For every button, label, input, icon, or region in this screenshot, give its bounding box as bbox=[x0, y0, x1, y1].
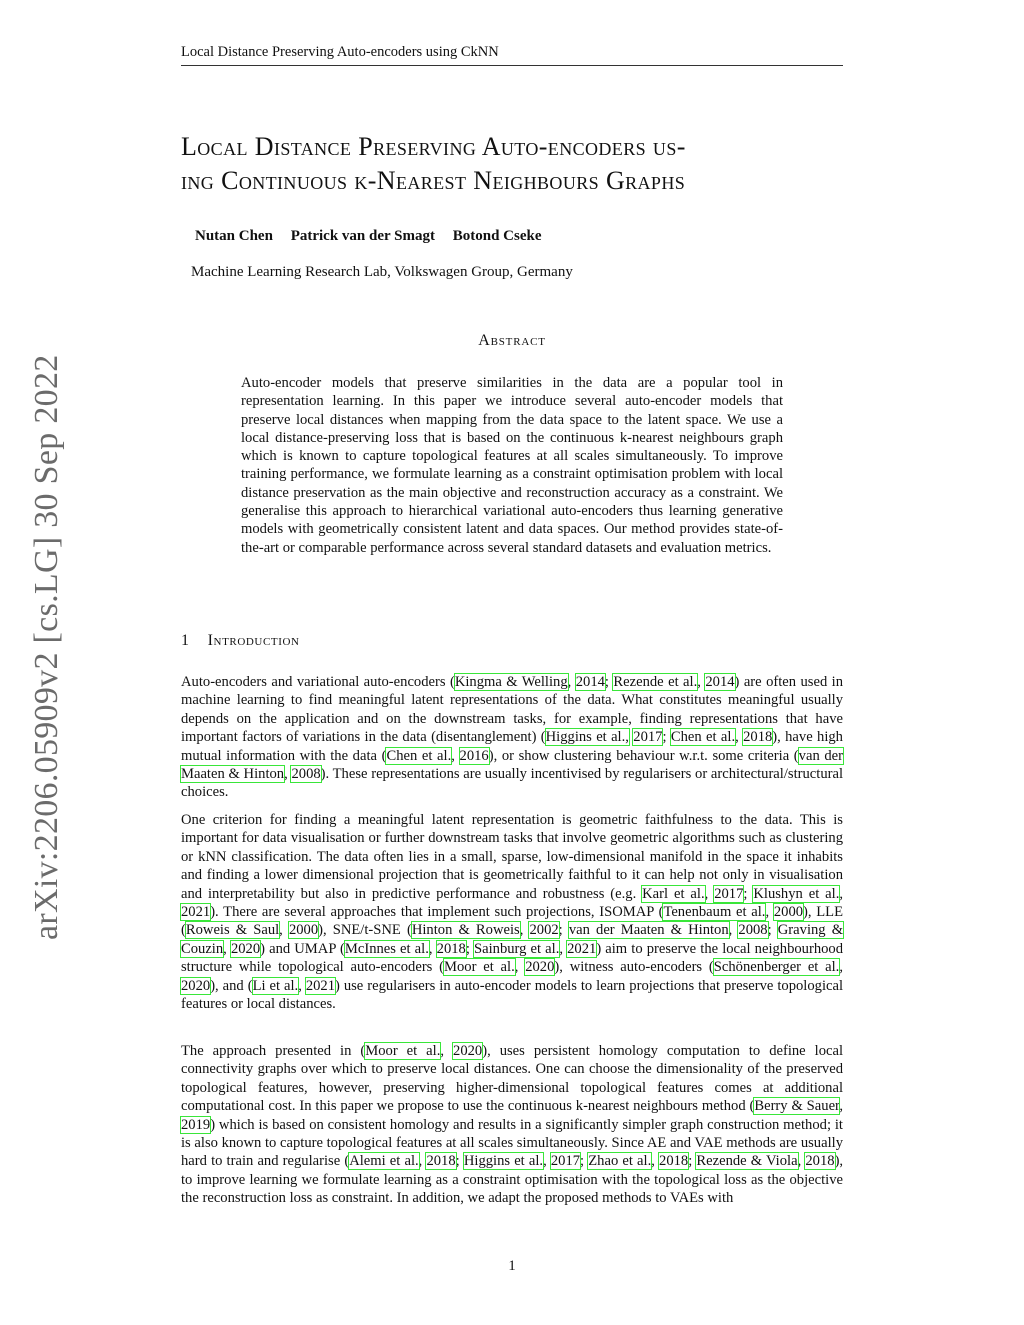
text: , bbox=[839, 885, 843, 902]
citation-link[interactable]: 2014 bbox=[705, 674, 735, 690]
citation-link[interactable]: Sainburg et al. bbox=[474, 940, 560, 957]
citation-link[interactable]: 2000 bbox=[773, 904, 804, 921]
affiliation: Machine Learning Research Lab, Volkswagen Group, Germany bbox=[191, 264, 573, 280]
text: ; bbox=[767, 922, 778, 939]
citation-link[interactable]: 2008 bbox=[738, 922, 768, 939]
citation-link[interactable]: 2017 bbox=[633, 729, 663, 746]
title-line-1: Local Distance Preserving Auto-encoders us- bbox=[181, 132, 686, 161]
citation-link[interactable]: Higgins et al., bbox=[545, 729, 629, 746]
citation-link[interactable]: 2018 bbox=[743, 729, 773, 746]
text: , bbox=[567, 674, 576, 690]
citation-link[interactable]: Kingma & Welling bbox=[454, 674, 568, 690]
text: ; bbox=[662, 729, 671, 746]
text: , bbox=[651, 1153, 660, 1170]
citation-link[interactable]: 2021 bbox=[567, 940, 597, 957]
paper-title bbox=[181, 130, 881, 198]
citation-link[interactable]: 2018 bbox=[659, 1153, 689, 1170]
citation-link[interactable]: Moor et al. bbox=[365, 1043, 441, 1059]
citation-link[interactable]: Graving & Couzin bbox=[181, 922, 844, 957]
text: , bbox=[428, 940, 437, 957]
text: , bbox=[451, 747, 460, 764]
author-list bbox=[195, 228, 556, 245]
text: , bbox=[839, 959, 843, 976]
text: ) and UMAP ( bbox=[260, 940, 345, 957]
citation-link[interactable]: Li et al. bbox=[252, 977, 299, 994]
text: , bbox=[298, 977, 306, 994]
text: ) are often used in machine learning to find meaningful latent representations of the data. What constitutes meaningful usually depends on the application and on the downstream tasks, for example, finding representations that have important factors of variations in the data (disentanglement) ( bbox=[181, 674, 844, 746]
text: ), LLE ( bbox=[181, 904, 844, 939]
intro-paragraph-3 bbox=[181, 1042, 843, 1208]
text: ), to improve learning we formulate learning as a constraint optimisation with the topological loss as the objective the reconstruction loss as constraint. In addition, we adapt the proposed methods to VAEs with bbox=[181, 1153, 844, 1207]
citation-link[interactable]: Klushyn et al. bbox=[753, 885, 840, 902]
text: ; bbox=[558, 922, 569, 939]
text: ) aim to preserve the local neighbourhood structure while topological auto-encoders ( bbox=[181, 940, 844, 976]
text: , bbox=[440, 1043, 454, 1059]
citation-link[interactable]: 2020 bbox=[181, 977, 211, 994]
text: ), witness auto-encoders ( bbox=[554, 959, 714, 976]
text: ), SNE/t-SNE ( bbox=[318, 922, 412, 939]
citation-link[interactable]: 2008 bbox=[291, 766, 321, 783]
text: ; bbox=[743, 885, 754, 902]
text: , bbox=[839, 1098, 843, 1115]
citation-link[interactable]: 2014 bbox=[575, 674, 605, 690]
citation-link[interactable]: 2000 bbox=[288, 922, 319, 939]
citation-link[interactable]: 2019 bbox=[181, 1116, 211, 1133]
citation-link[interactable]: van der Maaten & Hinton bbox=[568, 922, 729, 939]
citation-link[interactable]: 2018 bbox=[426, 1153, 456, 1170]
text: ), have high mutual information with the data ( bbox=[181, 729, 843, 764]
text: One criterion for finding a meaningful latent representation is geometric faithfulness to the data. This is important for data visualisation or further downstream tasks that involve geometric algorithms such as clustering or kNN classification. The data often lies in a small, sparse, low-dimensional manifold in the space it inhabits and finding a lower dimensional projection that is geometrically faithful to it can help not only in visualisation and interpretability but also in predictive performance and robustness (e.g. bbox=[181, 812, 843, 902]
arxiv-stamp[interactable]: arXiv:2206.05909v2 [cs.LG] 30 Sep 2022 bbox=[28, 354, 65, 940]
citation-link[interactable]: Chen et al. bbox=[386, 747, 452, 764]
citation-link[interactable]: Schönenberger et al. bbox=[713, 959, 840, 976]
citation-link[interactable]: 2020 bbox=[230, 940, 261, 957]
citation-link[interactable]: Moor et al. bbox=[444, 959, 515, 976]
citation-link[interactable]: McInnes et al. bbox=[344, 940, 429, 957]
citation-link[interactable]: 2021 bbox=[181, 904, 211, 921]
text: ), and ( bbox=[210, 977, 253, 994]
text: ) which is based on consistent homology and results in a significantly simpler graph construction method; it is also known to capture topological features at all scales simultaneously. Since AE and VAE methods are usually hard to train and regularise ( bbox=[181, 1116, 843, 1170]
citation-link[interactable]: Zhao et al. bbox=[588, 1153, 652, 1170]
text: , bbox=[223, 940, 231, 957]
text: , bbox=[735, 729, 744, 746]
section-title: Introduction bbox=[207, 632, 300, 649]
citation-link[interactable]: 2020 bbox=[525, 959, 555, 976]
text: , bbox=[765, 904, 774, 921]
text: ), or show clustering behaviour w.r.t. some criteria ( bbox=[488, 747, 799, 764]
citation-link[interactable]: 2018 bbox=[805, 1153, 835, 1170]
citation-link[interactable]: van der Maaten & Hinton bbox=[181, 747, 843, 783]
text: , bbox=[519, 922, 530, 939]
citation-link[interactable]: Rezende & Viola bbox=[696, 1153, 798, 1170]
text: , bbox=[279, 922, 289, 939]
citation-link[interactable]: Roweis & Saul bbox=[185, 922, 280, 939]
text: , bbox=[559, 940, 568, 957]
text: , bbox=[797, 1153, 806, 1170]
text: ). These representations are usually incentivised by regularisers or architectural/structural choices. bbox=[181, 766, 844, 801]
citation-link[interactable]: 2017 bbox=[714, 885, 744, 902]
citation-link[interactable]: 2017 bbox=[550, 1153, 581, 1170]
citation-link[interactable]: Rezende et al. bbox=[613, 674, 698, 690]
text: The approach presented in ( bbox=[181, 1043, 366, 1059]
text: , bbox=[543, 1153, 551, 1170]
text: ; bbox=[580, 1153, 589, 1170]
intro-paragraph-2 bbox=[181, 811, 843, 1013]
citation-link[interactable]: Hinton & Roweis bbox=[411, 922, 520, 939]
citation-link[interactable]: 2020 bbox=[453, 1043, 483, 1059]
citation-link[interactable]: Higgins et al. bbox=[463, 1153, 544, 1170]
text: ; bbox=[604, 674, 614, 690]
citation-link[interactable]: Alemi et al. bbox=[349, 1153, 419, 1170]
citation-link[interactable]: Tenenbaum et al. bbox=[663, 904, 766, 921]
text: Auto-encoders and variational auto-encoders ( bbox=[181, 674, 455, 690]
citation-link[interactable]: Berry & Sauer bbox=[754, 1098, 840, 1115]
text: , bbox=[704, 885, 715, 902]
author-2: Patrick van der Smagt bbox=[290, 228, 435, 244]
author-1: Nutan Chen bbox=[195, 228, 273, 244]
abstract-text: Auto-encoder models that preserve similarities in the data are a popular tool in representation learning. In this paper we introduce several auto-encoder models that preserve local distances when mapping from the data space to the latent space. We use a local distance-preserving loss that is based on the continuous k-nearest neighbours graph which is known to capture topological features at all scales simultaneously. To improve training performance, we formulate learning as a constraint optimisation problem with local distance preservation as the main objective and reconstruction accuracy as a constraint. We generalise this approach to hierarchical variational auto-encoders thus learning generative models with geometrically consistent latent and data spaces. Our method provides state-of-the-art or comparable performance across several standard datasets and evaluation metrics. bbox=[241, 375, 783, 556]
citation-link[interactable]: 2016 bbox=[459, 747, 489, 764]
citation-link[interactable]: Karl et al. bbox=[642, 885, 705, 902]
running-head: Local Distance Preserving Auto-encoders using CkNN bbox=[181, 44, 843, 66]
citation-link[interactable]: 2021 bbox=[305, 977, 335, 994]
text: ; bbox=[688, 1153, 697, 1170]
text: ), uses persistent homology computation to define local connectivity graphs over which to preserve local distances. One can choose the dimensionality of the preserved topological features, however, preserving higher-dimensional topological features comes at additional computational cost. In this paper we propose to use the continuous k-nearest neighbours method ( bbox=[181, 1043, 843, 1115]
abstract-heading: Abstract bbox=[478, 332, 546, 349]
text: , bbox=[697, 674, 706, 690]
citation-link[interactable]: 2018 bbox=[436, 940, 466, 957]
author-3: Botond Cseke bbox=[452, 228, 542, 244]
intro-paragraph-1 bbox=[181, 673, 843, 802]
citation-link[interactable]: Chen et al. bbox=[670, 729, 736, 746]
text: , bbox=[514, 959, 526, 976]
page-number: 1 bbox=[508, 1258, 516, 1274]
section-heading bbox=[181, 632, 300, 650]
text: ) use regularisers in auto-encoder models to learn projections that preserve topological features or local distances. bbox=[181, 977, 844, 1013]
text: , bbox=[284, 766, 292, 783]
section-number: 1 bbox=[181, 632, 190, 649]
text: , bbox=[728, 922, 739, 939]
text: ; bbox=[455, 1153, 464, 1170]
text: ; bbox=[465, 940, 474, 957]
text: , bbox=[418, 1153, 427, 1170]
citation-link[interactable]: 2002 bbox=[529, 922, 559, 939]
title-line-2: ing Continuous k-Nearest Neighbours Graphs bbox=[181, 166, 686, 195]
text: ). There are several approaches that implement such projections, ISOMAP ( bbox=[210, 904, 664, 921]
